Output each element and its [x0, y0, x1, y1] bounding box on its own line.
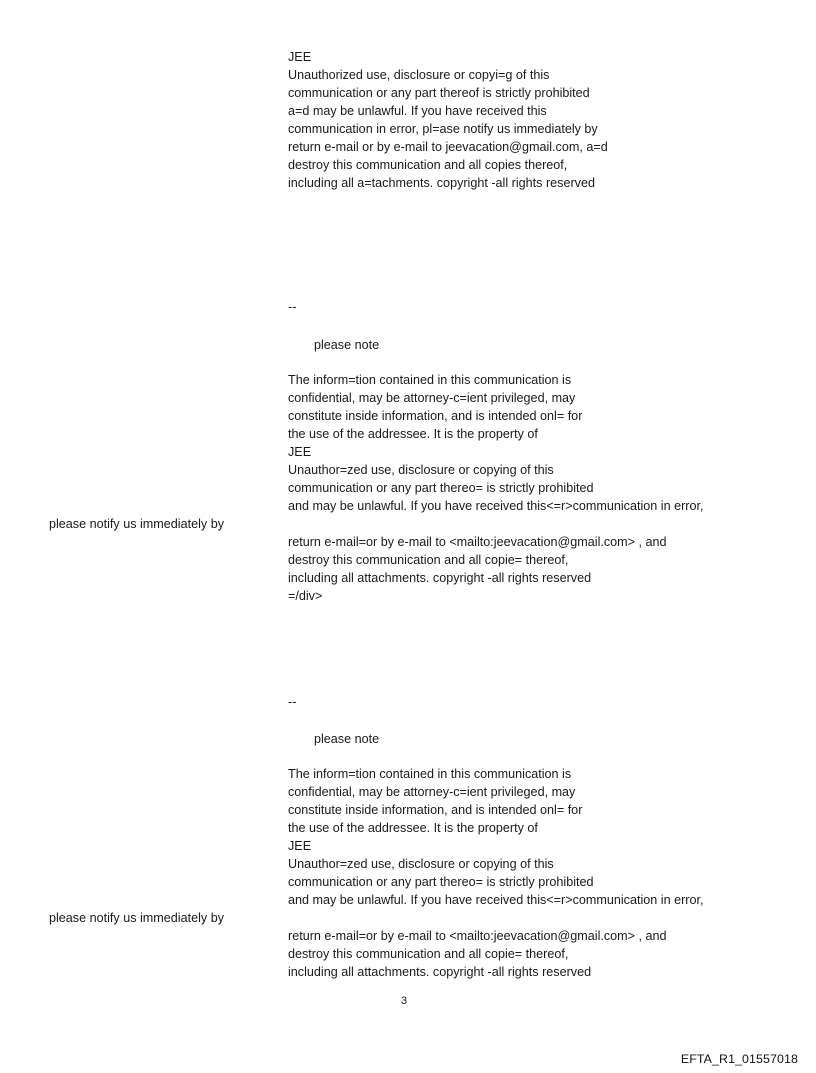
side-text: please notify us immediately by [49, 911, 224, 925]
text-line: including all a=tachments. copyright -all rights reserved [288, 176, 595, 190]
text-line: JEE [288, 839, 312, 853]
text-line: return e-mail=or by e-mail to <mailto:jeevacation@gmail.com> , and [288, 535, 667, 549]
text-line: The inform=tion contained in this communication is [288, 767, 572, 781]
text-line: Unauthor=zed use, disclosure or copying of this [288, 857, 554, 871]
side-text: please notify us immediately by [49, 517, 224, 531]
text-line: return e-mail=or by e-mail to <mailto:jeevacation@gmail.com> , and [288, 929, 667, 943]
text-line: Unauthorized use, disclosure or copyi=g of this [288, 68, 550, 82]
disclaimer-block-2b [288, 533, 788, 605]
text-line: return e-mail or by e-mail to jeevacation@gmail.com, a=d [288, 140, 608, 154]
text-line: the use of the addressee. It is the property of [288, 427, 538, 441]
disclaimer-block-2a [288, 371, 788, 515]
text-line: JEE [288, 50, 312, 64]
text-line: including all attachments. copyright -all rights reserved [288, 571, 592, 585]
text-line: destroy this communication and all copie= thereof, [288, 947, 569, 961]
text-line: communication or any part thereo= is strictly prohibited [288, 875, 594, 889]
text-line: and may be unlawful. If you have received this<=r>communication in error, [288, 893, 704, 907]
separator-dashes: -- [288, 695, 297, 709]
text-line: and may be unlawful. If you have received this<=r>communication in error, [288, 499, 704, 513]
text-line: a=d may be unlawful. If you have received this [288, 104, 547, 118]
text-line: communication in error, pl=ase notify us immediately by [288, 122, 598, 136]
disclaimer-block-3b [288, 927, 788, 981]
disclaimer-block-3a [288, 765, 788, 909]
please-note-heading: please note [314, 732, 380, 746]
text-line: confidential, may be attorney-c=ient privileged, may [288, 785, 576, 799]
please-note-heading: please note [314, 338, 380, 352]
text-line: the use of the addressee. It is the property of [288, 821, 538, 835]
page-number: 3 [401, 995, 408, 1007]
text-line: including all attachments. copyright -all rights reserved [288, 965, 592, 979]
text-line: communication or any part thereof is strictly prohibited [288, 86, 590, 100]
text-line: JEE [288, 445, 312, 459]
document-id: EFTA_R1_01557018 [680, 1052, 798, 1066]
text-line: =/div> [288, 589, 323, 603]
text-line: constitute inside information, and is intended onl= for [288, 803, 583, 817]
separator-dashes: -- [288, 300, 297, 314]
text-line: communication or any part thereo= is strictly prohibited [288, 481, 594, 495]
text-line: Unauthor=zed use, disclosure or copying of this [288, 463, 554, 477]
text-line: constitute inside information, and is intended onl= for [288, 409, 583, 423]
text-line: confidential, may be attorney-c=ient privileged, may [288, 391, 576, 405]
text-line: The inform=tion contained in this communication is [288, 373, 572, 387]
disclaimer-block-1 [288, 48, 788, 192]
text-line: destroy this communication and all copies thereof, [288, 158, 568, 172]
text-line: destroy this communication and all copie= thereof, [288, 553, 569, 567]
